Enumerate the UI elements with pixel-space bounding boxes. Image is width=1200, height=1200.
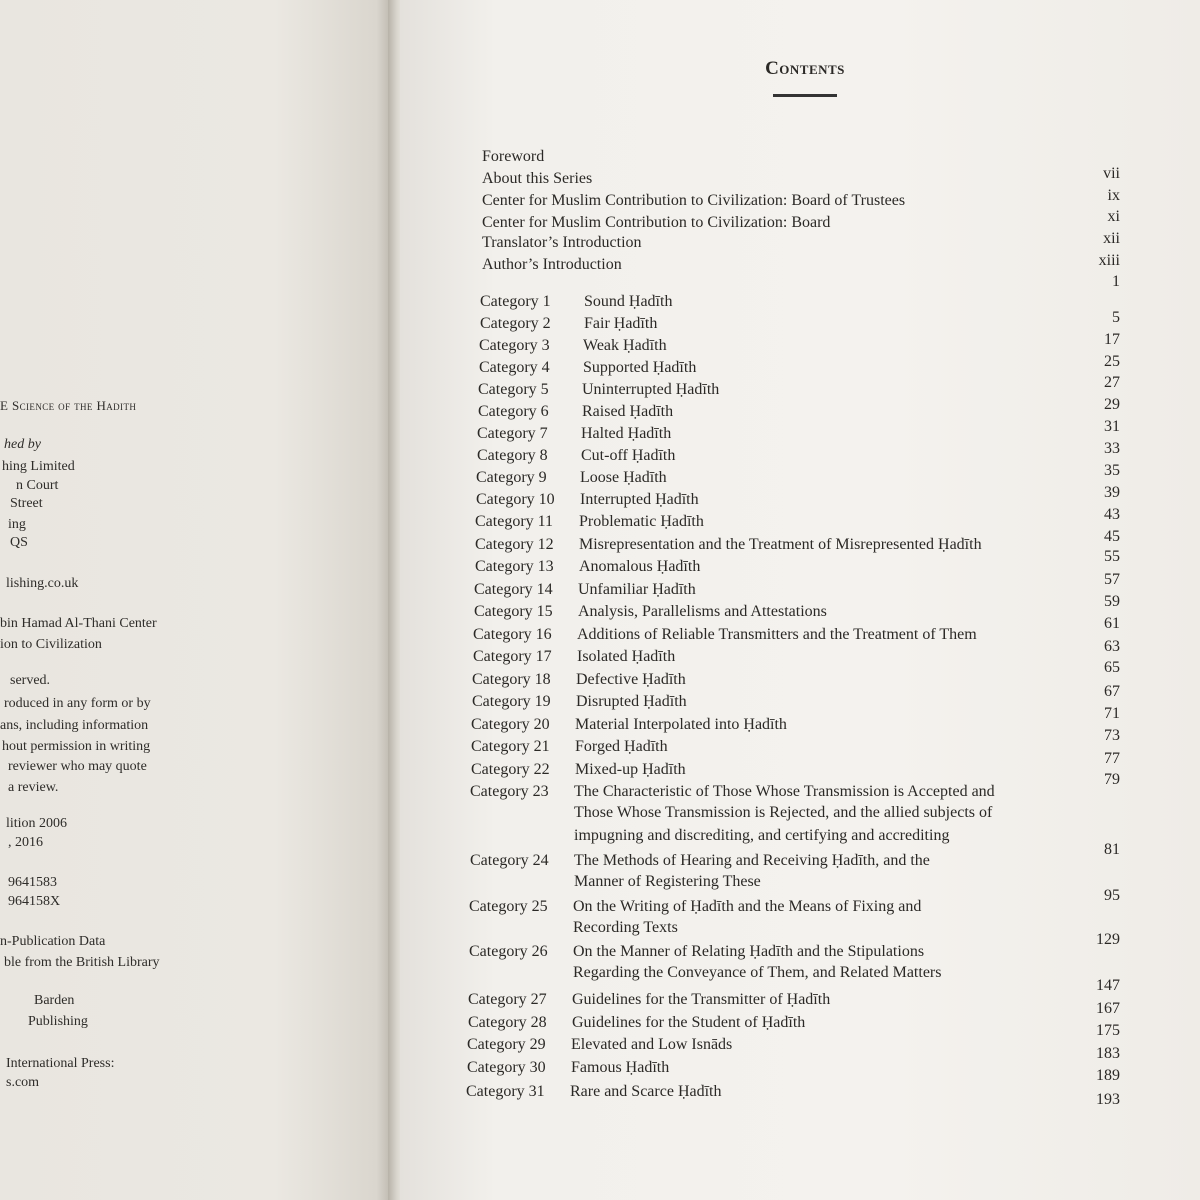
imprint-line: Barden xyxy=(34,993,75,1008)
category-title-line: Those Whose Transmission is Rejected, and the allied subjects of xyxy=(574,804,993,821)
page-number: 61 xyxy=(1104,615,1120,632)
imprint-line: hout permission in writing xyxy=(2,738,151,754)
category-title-line: Sound Ḥadīth xyxy=(584,293,673,310)
front-matter-entry: Center for Muslim Contribution to Civilization: Board of Trustees xyxy=(482,192,906,209)
category-label: Category 4 xyxy=(479,359,550,376)
imprint-line: roduced in any form or by xyxy=(4,695,151,711)
page-number: 81 xyxy=(1104,841,1120,858)
category-title-line: Defective Ḥadīth xyxy=(576,671,686,688)
imprint-line: , 2016 xyxy=(8,834,43,850)
category-label: Category 2 xyxy=(480,315,551,332)
category-title xyxy=(571,1058,669,1078)
category-label: Category 23 xyxy=(470,783,549,800)
category-title xyxy=(575,715,787,735)
category-title xyxy=(572,1013,805,1033)
front-matter-entry: About this Series xyxy=(482,170,593,187)
category-title xyxy=(576,692,687,712)
category-title-line: The Characteristic of Those Whose Transmission is Accepted and xyxy=(574,783,995,800)
page-number: 73 xyxy=(1104,727,1120,744)
category-title xyxy=(579,535,982,555)
page-number: 57 xyxy=(1104,571,1120,588)
imprint-line: ion to Civilization xyxy=(0,636,102,652)
category-label: Category 22 xyxy=(471,761,550,778)
page-number: 183 xyxy=(1096,1045,1120,1062)
category-title-line: Isolated Ḥadīth xyxy=(577,648,676,665)
category-title xyxy=(584,314,657,334)
category-label: Category 3 xyxy=(479,337,550,354)
category-label: Category 31 xyxy=(466,1083,545,1100)
category-title-line: Regarding the Conveyance of Them, and Related Matters xyxy=(573,964,942,981)
page-number: 59 xyxy=(1104,593,1120,610)
imprint-series-title: E Science of the Hadith xyxy=(0,398,137,413)
category-title-line: Additions of Reliable Transmitters and the Treatment of Them xyxy=(577,626,977,643)
page-number: xiii xyxy=(1098,252,1120,269)
category-title xyxy=(577,647,675,667)
imprint-line: served. xyxy=(10,673,51,688)
page-number: 77 xyxy=(1104,750,1120,767)
page-number: 43 xyxy=(1104,506,1120,523)
category-title xyxy=(572,990,830,1010)
page-number: 45 xyxy=(1104,528,1120,545)
category-title-line: Rare and Scarce Ḥadīth xyxy=(570,1083,722,1100)
category-label: Category 25 xyxy=(469,898,548,915)
imprint-line: hing Limited xyxy=(2,459,75,474)
category-title-line: Raised Ḥadīth xyxy=(582,403,674,420)
category-title-line: On the Manner of Relating Ḥadīth and the Stipulations xyxy=(573,943,925,960)
category-label: Category 27 xyxy=(468,991,547,1008)
imprint-line: bin Hamad Al-Thani Center xyxy=(0,616,157,631)
category-label: Category 29 xyxy=(467,1036,546,1053)
imprint-line: reviewer who may quote xyxy=(8,759,147,774)
category-title-line: Forged Ḥadīth xyxy=(575,738,668,755)
category-label: Category 5 xyxy=(478,381,549,398)
category-title xyxy=(575,760,686,780)
contents-heading: Contents xyxy=(765,58,845,79)
category-title-line: Unfamiliar Ḥadīth xyxy=(578,581,696,598)
category-title-line: Guidelines for the Transmitter of Ḥadīth xyxy=(572,991,831,1008)
front-matter-entry: Center for Muslim Contribution to Civilization: Board xyxy=(482,214,831,231)
imprint-line: lition 2006 xyxy=(6,816,68,831)
page-number: vii xyxy=(1103,165,1120,182)
category-title xyxy=(582,380,719,400)
page-number: 39 xyxy=(1104,484,1120,501)
category-title xyxy=(575,737,668,757)
category-title xyxy=(583,358,696,378)
page-number: 189 xyxy=(1096,1067,1120,1084)
category-label: Category 13 xyxy=(475,558,554,575)
page-number: 55 xyxy=(1104,548,1120,565)
imprint-line: Publishing xyxy=(28,1013,88,1029)
category-title-line: Halted Ḥadīth xyxy=(581,425,672,442)
imprint-line: ing xyxy=(8,516,26,532)
category-title-line: impugning and discrediting, and certifying and accrediting xyxy=(574,826,950,844)
imprint-line: Street xyxy=(10,496,43,511)
category-label: Category 17 xyxy=(473,648,552,665)
category-title xyxy=(573,942,941,985)
imprint-line: ble from the British Library xyxy=(4,954,160,970)
page-number: xi xyxy=(1107,208,1120,225)
category-title-line: Problematic Ḥadīth xyxy=(579,513,704,530)
front-matter-entry: Translator’s Introduction xyxy=(482,234,642,251)
category-label: Category 28 xyxy=(468,1014,547,1031)
category-title-line: Loose Ḥadīth xyxy=(580,469,667,486)
page-number: 33 xyxy=(1104,440,1120,457)
category-label: Category 30 xyxy=(467,1059,546,1076)
page-number: 79 xyxy=(1104,771,1120,788)
page-number: 27 xyxy=(1104,374,1120,391)
page-number: 95 xyxy=(1104,887,1120,904)
category-title-line: Uninterrupted Ḥadīth xyxy=(582,381,720,398)
category-label: Category 9 xyxy=(476,469,547,486)
category-title-line: The Methods of Hearing and Receiving Ḥadīth, and the xyxy=(574,852,930,869)
imprint-line: ans, including information xyxy=(0,718,149,733)
category-title xyxy=(580,490,699,510)
category-title-line: Elevated and Low Isnāds xyxy=(571,1036,733,1053)
category-label: Category 8 xyxy=(477,447,548,464)
category-title-line: Mixed-up Ḥadīth xyxy=(575,761,686,778)
category-title xyxy=(578,602,827,622)
category-title-line: Guidelines for the Student of Ḥadīth xyxy=(572,1014,806,1031)
category-title xyxy=(582,402,673,422)
category-title xyxy=(579,512,704,532)
category-label: Category 15 xyxy=(474,603,553,620)
imprint-line: n Court xyxy=(16,477,59,493)
category-title xyxy=(573,897,921,940)
category-title-line: Misrepresentation and the Treatment of Misrepresented Ḥadīth xyxy=(579,536,982,553)
category-title-line: Famous Ḥadīth xyxy=(571,1059,670,1076)
category-label: Category 26 xyxy=(469,943,548,960)
category-title-line: Material Interpolated into Ḥadīth xyxy=(575,716,787,733)
page-number: 63 xyxy=(1104,638,1120,655)
page-number: 67 xyxy=(1104,683,1120,700)
page-number: 1 xyxy=(1112,273,1120,290)
category-title xyxy=(571,1035,732,1055)
imprint-line: s.com xyxy=(6,1074,40,1090)
front-matter-entry: Foreword xyxy=(482,148,545,165)
imprint-line: lishing.co.uk xyxy=(6,575,79,591)
imprint-line: a review. xyxy=(8,779,59,795)
page-number: 29 xyxy=(1104,396,1120,413)
category-title-line: Fair Ḥadīth xyxy=(584,315,658,332)
page-number: xii xyxy=(1103,230,1120,247)
category-label: Category 1 xyxy=(480,293,551,310)
category-label: Category 18 xyxy=(472,671,551,688)
category-label: Category 10 xyxy=(476,491,555,508)
page-number: 71 xyxy=(1104,705,1120,722)
page-number: 167 xyxy=(1096,1000,1120,1017)
category-label: Category 19 xyxy=(472,693,551,710)
category-title-line: Supported Ḥadīth xyxy=(583,359,697,376)
category-label: Category 6 xyxy=(478,403,549,420)
category-title xyxy=(580,468,667,488)
imprint-line: n-Publication Data xyxy=(0,934,106,949)
category-label: Category 21 xyxy=(471,738,550,755)
category-title xyxy=(579,557,700,577)
category-title-line: Anomalous Ḥadīth xyxy=(579,558,701,575)
page-number: 129 xyxy=(1096,931,1120,948)
category-title xyxy=(584,292,672,312)
category-title-line: Cut-off Ḥadīth xyxy=(581,447,676,464)
page-number: 25 xyxy=(1104,353,1120,370)
category-title xyxy=(574,782,995,847)
page-number: 193 xyxy=(1096,1091,1120,1108)
page-number: 31 xyxy=(1104,418,1120,435)
page-number: 5 xyxy=(1112,309,1120,326)
category-title xyxy=(570,1082,721,1102)
page-number: 147 xyxy=(1096,977,1120,994)
imprint-line: hed by xyxy=(4,436,41,452)
category-title-line: On the Writing of Ḥadīth and the Means of Fixing and xyxy=(573,898,922,915)
category-title-line: Manner of Registering These xyxy=(574,873,761,890)
page-number: 35 xyxy=(1104,462,1120,479)
category-title-line: Disrupted Ḥadīth xyxy=(576,693,687,710)
category-title-line: Interrupted Ḥadīth xyxy=(580,491,699,508)
imprint-line: 964158X xyxy=(8,893,61,909)
page-number: 175 xyxy=(1096,1022,1120,1039)
front-matter-entry: Author’s Introduction xyxy=(482,256,622,273)
category-title xyxy=(578,580,696,600)
imprint-line: 9641583 xyxy=(8,875,57,890)
category-label: Category 16 xyxy=(473,626,552,643)
category-title xyxy=(581,424,671,444)
category-label: Category 24 xyxy=(470,852,549,869)
category-title-line: Weak Ḥadīth xyxy=(583,337,667,354)
page-number: ix xyxy=(1107,187,1120,204)
page-number: 17 xyxy=(1104,331,1120,348)
imprint-line: QS xyxy=(10,535,28,550)
category-label: Category 7 xyxy=(477,425,548,442)
category-label: Category 12 xyxy=(475,536,554,553)
category-title xyxy=(574,851,930,894)
category-label: Category 20 xyxy=(471,716,550,733)
category-label: Category 11 xyxy=(475,513,554,530)
category-title-line: Recording Texts xyxy=(573,919,678,936)
imprint-line: International Press: xyxy=(6,1056,115,1071)
category-label: Category 14 xyxy=(474,581,553,598)
category-title xyxy=(581,446,675,466)
category-title xyxy=(576,670,686,690)
category-title xyxy=(583,336,667,356)
page-number: 65 xyxy=(1104,659,1120,676)
category-title xyxy=(577,625,977,645)
category-title-line: Analysis, Parallelisms and Attestations xyxy=(578,603,827,620)
